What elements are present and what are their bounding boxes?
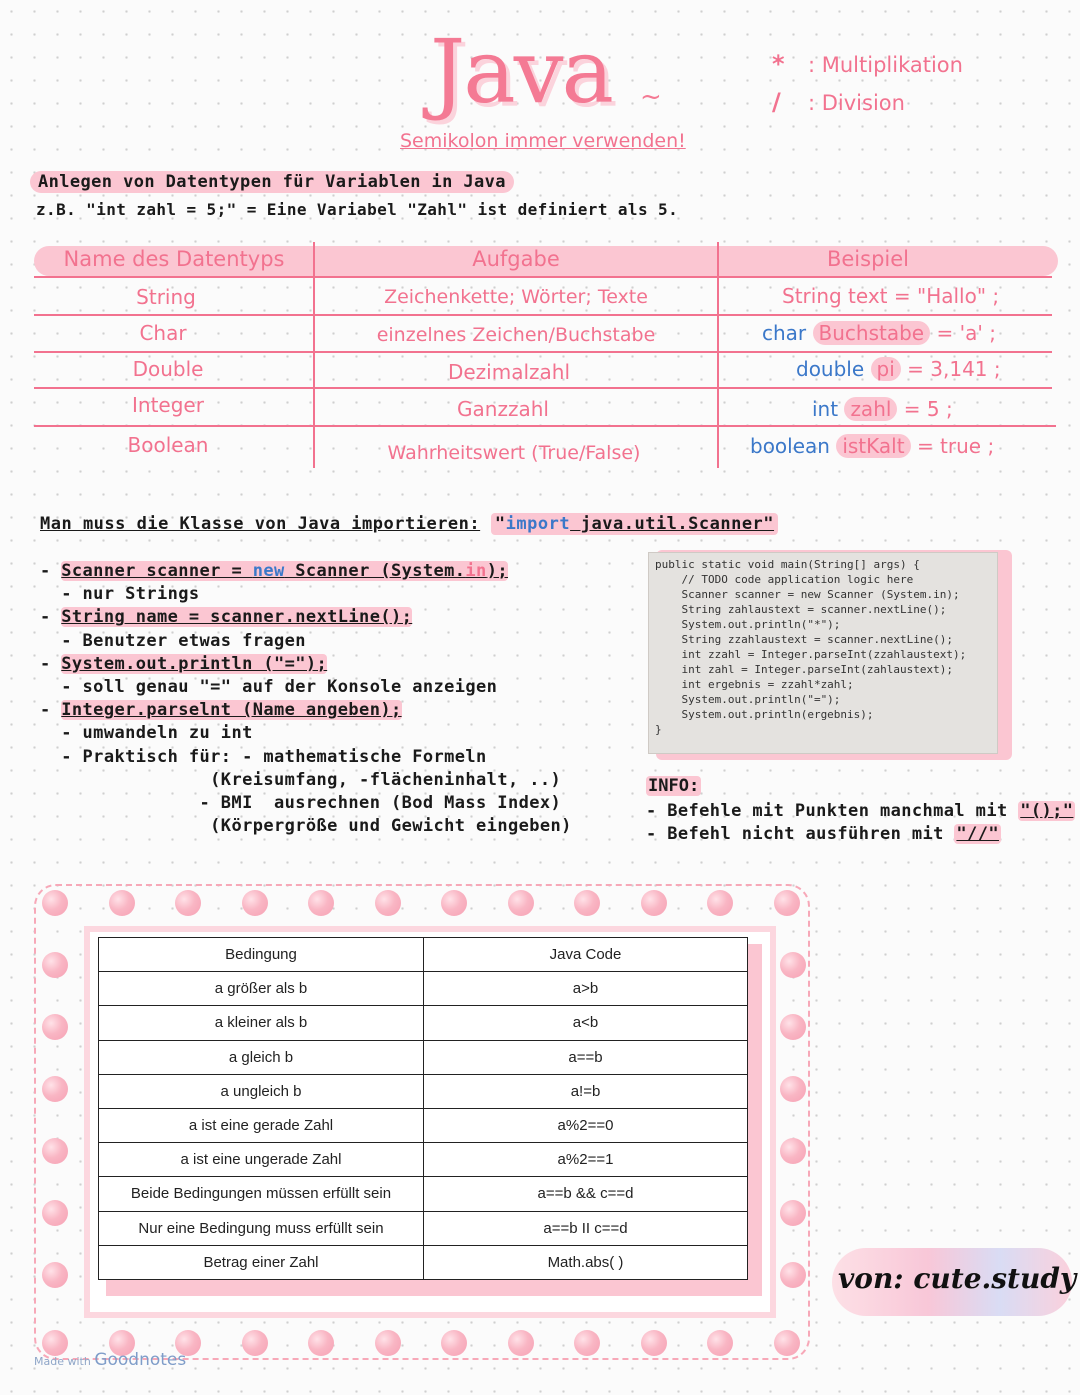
import-instruction: Man muss die Klasse von Java importieren: "import java.util.Scanner": [40, 514, 778, 534]
bubble-dot: [508, 1330, 534, 1356]
table-divider: [717, 242, 719, 468]
bubble-dot: [109, 890, 135, 916]
code-line: int ergebnis = zzahl*zahl;: [655, 678, 854, 691]
table-row: [99, 1074, 748, 1108]
code-screenshot: [648, 552, 998, 754]
operator-label: : Division: [808, 91, 905, 115]
list-item: - Befehle mit Punkten manchmal mit "();": [646, 801, 1074, 821]
datatype-example: int zahl = 5 ;: [812, 397, 953, 421]
code-line: String zahlaustext = scanner.nextLine();: [655, 603, 947, 616]
list-item: - String name = scanner.nextLine();: [40, 607, 413, 628]
table-row: [99, 1143, 748, 1177]
datatype-name: Char: [139, 321, 187, 345]
condition-cell: a größer als b: [99, 972, 424, 1006]
code-cell: Math.abs( ): [424, 1245, 748, 1279]
bubble-dot: [42, 952, 68, 978]
col-header-example: Beispiel: [826, 247, 910, 271]
title-tilde: ~: [640, 82, 662, 112]
datatype-example: boolean istKalt = true ;: [750, 434, 995, 458]
bubble-dot: [780, 1014, 806, 1040]
code-line: int zahl = Integer.parseInt(zahlaustext);: [655, 663, 954, 676]
author-signature: von: cute.study: [838, 1262, 1077, 1295]
table-row: [99, 972, 748, 1006]
list-subitem: - soll genau "=" auf der Konsole anzeigen: [61, 677, 498, 698]
bubble-dot: [242, 890, 268, 916]
bubble-dot: [574, 1330, 600, 1356]
table-header-row: [99, 938, 748, 972]
list-subitem: - Benutzer etwas fragen: [61, 630, 306, 651]
bubble-dot: [42, 890, 68, 916]
datatype-task: Ganzzahl: [457, 397, 549, 421]
list-item: - Integer.parselnt (Name angeben);: [40, 700, 402, 721]
bubble-dot: [641, 890, 667, 916]
bubble-dot: [175, 890, 201, 916]
table-row: [99, 1006, 748, 1040]
table-row: [99, 1211, 748, 1245]
bubble-dot: [780, 1076, 806, 1102]
code-cell: a<b: [424, 1006, 748, 1040]
code-line: String zzahlaustext = scanner.nextLine();: [655, 633, 954, 646]
operator-symbol: *: [772, 50, 785, 78]
table-row: [99, 1108, 748, 1142]
bubble-dot: [441, 890, 467, 916]
code-line: Scanner scanner = new Scanner (System.in);: [655, 588, 960, 601]
code-cell: a==b II c==d: [424, 1211, 748, 1245]
condition-cell: a gleich b: [99, 1040, 424, 1074]
bubble-dot: [42, 1014, 68, 1040]
condition-cell: Beide Bedingungen müssen erfüllt sein: [99, 1177, 424, 1211]
code-cell: a==b: [424, 1040, 748, 1074]
bubble-dot: [42, 1076, 68, 1102]
bubble-dot: [375, 890, 401, 916]
conditions-table: [98, 937, 748, 1280]
list-subitem: (Kreisumfang, -flächeninhalt, ..): [210, 769, 562, 790]
bubble-dot: [774, 890, 800, 916]
bubble-dot: [774, 1330, 800, 1356]
bubble-dot: [42, 1200, 68, 1226]
code-line: }: [655, 723, 662, 736]
datatype-task: Wahrheitswert (True/False): [387, 442, 641, 464]
goodnotes-watermark: Made with Goodnotes: [34, 1350, 187, 1370]
col-header-name: Name des Datentyps: [63, 247, 285, 271]
datatype-task: Zeichenkette; Wörter; Texte: [384, 286, 648, 308]
datatype-name: String: [136, 285, 196, 309]
bubble-dot: [780, 952, 806, 978]
condition-cell: a kleiner als b: [99, 1006, 424, 1040]
datatype-example: char Buchstabe = 'a' ;: [762, 321, 996, 345]
bubble-dot: [308, 1330, 334, 1356]
datatype-example: String text = "Hallo" ;: [782, 284, 1000, 308]
list-subitem: (Körpergröße und Gewicht eingeben): [210, 816, 572, 837]
list-item: - System.out.println ("=");: [40, 653, 328, 674]
code-cell: a>b: [424, 972, 748, 1006]
code-line: public static void main(String[] args) {: [655, 558, 920, 571]
bubble-dot: [780, 1200, 806, 1226]
bubble-dot: [441, 1330, 467, 1356]
bubble-dot: [707, 1330, 733, 1356]
table-rule: [34, 387, 1052, 389]
bubble-dot: [42, 1262, 68, 1288]
operator-division: [772, 88, 905, 116]
list-item: - Befehl nicht ausführen mit "//": [646, 824, 999, 844]
code-cell: a==b && c==d: [424, 1177, 748, 1211]
datatypes-example: z.B. "int zahl = 5;" = Eine Variabel "Zahl" ist definiert als 5.: [36, 200, 679, 219]
datatype-task: Dezimalzahl: [447, 360, 571, 384]
code-line: System.out.println("*");: [655, 618, 841, 631]
bubble-dot: [242, 1330, 268, 1356]
condition-cell: a ungleich b: [99, 1074, 424, 1108]
bubble-dot: [308, 890, 334, 916]
list-subitem: - Praktisch für: - mathematische Formeln: [61, 746, 487, 767]
bubble-dot: [641, 1330, 667, 1356]
code-cell: a%2==0: [424, 1108, 748, 1142]
table-row: [99, 1245, 748, 1279]
code-line: int zzahl = Integer.parseInt(zzahlaustext);: [655, 648, 967, 661]
bubble-dot: [707, 890, 733, 916]
code-cell: a%2==1: [424, 1143, 748, 1177]
import-code: "import java.util.Scanner": [491, 513, 778, 535]
bubble-dot: [42, 1138, 68, 1164]
operator-symbol: /: [772, 88, 781, 116]
datatype-name: Boolean: [127, 433, 209, 457]
info-title: INFO:: [648, 776, 700, 796]
col-header: Bedingung: [99, 938, 424, 972]
table-divider: [313, 242, 315, 468]
code-line: System.out.println("=");: [655, 693, 841, 706]
condition-cell: Nur eine Bedingung muss erfüllt sein: [99, 1211, 424, 1245]
datatype-name: Double: [132, 357, 204, 381]
list-subitem: - umwandeln zu int: [61, 723, 253, 744]
notes-list: [40, 560, 572, 838]
list-subitem: - nur Strings: [61, 584, 200, 605]
col-header-task: Aufgabe: [472, 247, 560, 271]
page-title: Java: [430, 20, 612, 123]
condition-cell: a ist eine ungerade Zahl: [99, 1143, 424, 1177]
operator-multiplication: [772, 50, 963, 78]
code-line: System.out.println(ergebnis);: [655, 708, 874, 721]
datatype-example: double pi = 3,141 ;: [796, 357, 1001, 381]
datatypes-heading: Anlegen von Datentypen für Variablen in Java: [30, 172, 514, 192]
datatype-task: einzelnes Zeichen/Buchstabe: [376, 324, 656, 346]
list-item: - Scanner scanner = new Scanner (System.in);: [40, 561, 508, 581]
bubble-dot: [508, 890, 534, 916]
table-rule: [34, 314, 1052, 316]
datatype-name: Integer: [132, 393, 204, 417]
code-cell: a!=b: [424, 1074, 748, 1108]
bubble-dot: [780, 1262, 806, 1288]
table-rule: [34, 276, 1052, 278]
operator-label: : Multiplikation: [808, 53, 963, 77]
bubble-dot: [574, 890, 600, 916]
bubble-dot: [780, 1138, 806, 1164]
table-row: [99, 1177, 748, 1211]
condition-cell: a ist eine gerade Zahl: [99, 1108, 424, 1142]
condition-cell: Betrag einer Zahl: [99, 1245, 424, 1279]
subtitle: Semikolon immer verwenden!: [400, 130, 686, 152]
table-rule: [34, 351, 1052, 353]
bubble-dot: [375, 1330, 401, 1356]
table-row: [99, 1040, 748, 1074]
code-line: // TODO code application logic here: [655, 573, 914, 586]
table-rule: [34, 425, 1056, 427]
info-list: [646, 800, 1075, 846]
col-header: Java Code: [424, 938, 748, 972]
list-subitem: - BMI ausrechnen (Bod Mass Index): [199, 793, 562, 814]
